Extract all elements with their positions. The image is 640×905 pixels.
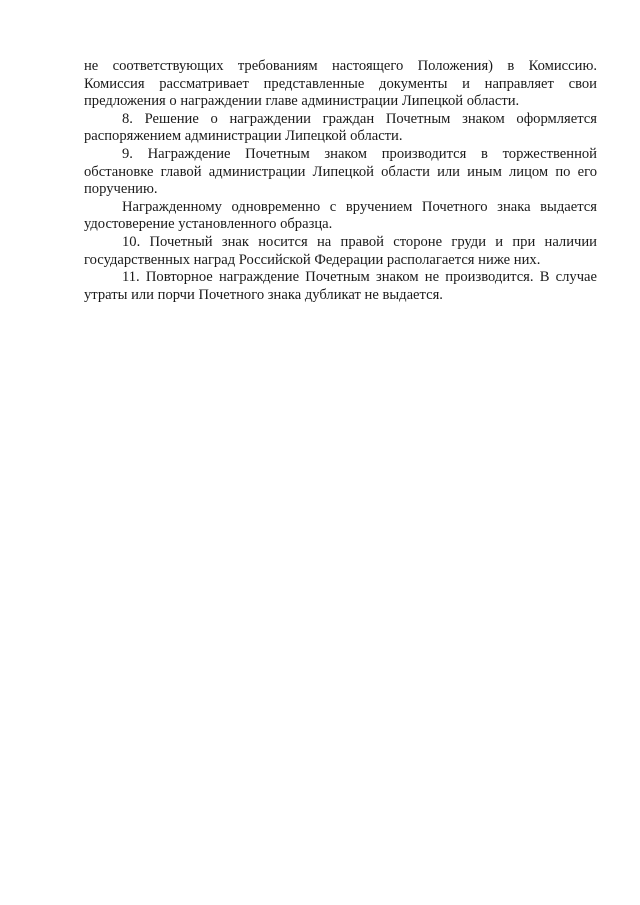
document-body — [84, 58, 597, 304]
paragraph-item-9: 9. Награждение Почетным знаком производится в торжественной обстановке главой администрации Липецкой области или иным лицом по его поручению. — [84, 145, 597, 198]
paragraph-item-10: 10. Почетный знак носится на правой стороне груди и при наличии государственных наград Российской Федерации располагается ниже них. — [84, 233, 597, 268]
paragraph-item-11: 11. Повторное награждение Почетным знаком не производится. В случае утраты или порчи Почетного знака дубликат не выдается. — [84, 269, 597, 303]
paragraph-continuation: не соответствующих требованиям настоящего Положения) в Комиссию. Комиссия рассматривает представленные документы и направляет свои предложения о награждении главе администрации Липецкой области. — [84, 58, 597, 110]
paragraph-certificate: Награжденному одновременно с вручением Почетного знака выдается удостоверение установленного образца. — [84, 198, 597, 233]
paragraph-item-8: 8. Решение о награждении граждан Почетным знаком оформляется распоряжением администрации Липецкой области. — [84, 110, 597, 145]
